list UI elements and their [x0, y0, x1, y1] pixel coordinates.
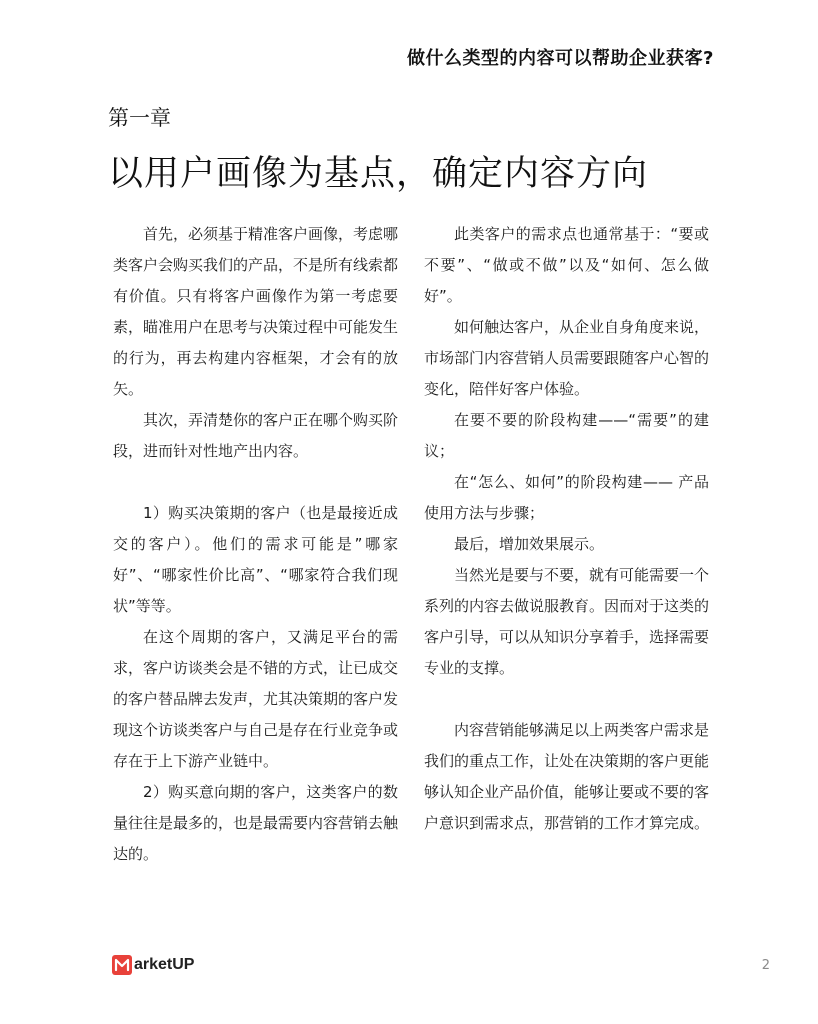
left-column [113, 219, 398, 870]
paragraph: 最后，增加效果展示。 [454, 535, 605, 553]
logo-text: arketUP [134, 956, 195, 973]
paragraph: 如何触达客户，从企业自身角度来说，市场部门内容营销人员需要跟随客户心智的变化，陪伴好客户体验。 [424, 318, 710, 398]
paragraph: 1）购买决策期的客户（也是最接近成交的客户）。他们的需求可能是”哪家好”、“哪家性价比高”、“哪家符合我们现状”等等。 [113, 504, 398, 615]
right-column [424, 219, 709, 839]
footer-logo [112, 955, 194, 975]
paragraph: 在这个周期的客户，又满足平台的需求，客户访谈类会是不错的方式，让已成交的客户替品牌去发声，尤其决策期的客户发现这个访谈类客户与自己是存在行业竞争或存在于上下游产业链中。 [113, 628, 399, 770]
page-number: 2 [761, 958, 770, 973]
chapter-label: 第一章 [108, 106, 171, 130]
paragraph: 在要不要的阶段构建——“需要”的建议； [424, 411, 709, 460]
paragraph: 在“怎么、如何”的阶段构建—— 产品使用方法与步骤； [424, 473, 709, 522]
paragraph: 内容营销能够满足以上两类客户需求是我们的重点工作，让处在决策期的客户更能够认知企业产品价值，能够让要或不要的客户意识到需求点，那营销的工作才算完成。 [424, 721, 710, 832]
paragraph: 此类客户的需求点也通常基于：“要或不要”、“做或不做”以及“如何、怎么做好”。 [424, 225, 709, 305]
marketup-logo-icon [112, 955, 132, 975]
paragraph: 首先，必须基于精准客户画像，考虑哪类客户会购买我们的产品，不是所有线索都有价值。只有将客户画像作为第一考虑要素，瞄准用户在思考与决策过程中可能发生的行为，再去构建内容框架，才会有的放矢。 [113, 225, 399, 398]
paragraph: 当然光是要与不要，就有可能需要一个系列的内容去做说服教育。因而对于这类的客户引导，可以从知识分享着手，选择需要专业的支撑。 [424, 566, 710, 677]
chapter-title: 以用户画像为基点，确定内容方向 [108, 154, 649, 194]
paragraph: 其次，弄清楚你的客户正在哪个购买阶段，进而针对性地产出内容。 [113, 411, 399, 460]
paragraph: 2）购买意向期的客户，这类客户的数量往往是最多的，也是最需要内容营销去触达的。 [113, 783, 399, 863]
paragraph-spacer [113, 467, 398, 498]
paragraph-spacer [424, 684, 709, 715]
running-title: 做什么类型的内容可以帮助企业获客? [407, 48, 714, 69]
